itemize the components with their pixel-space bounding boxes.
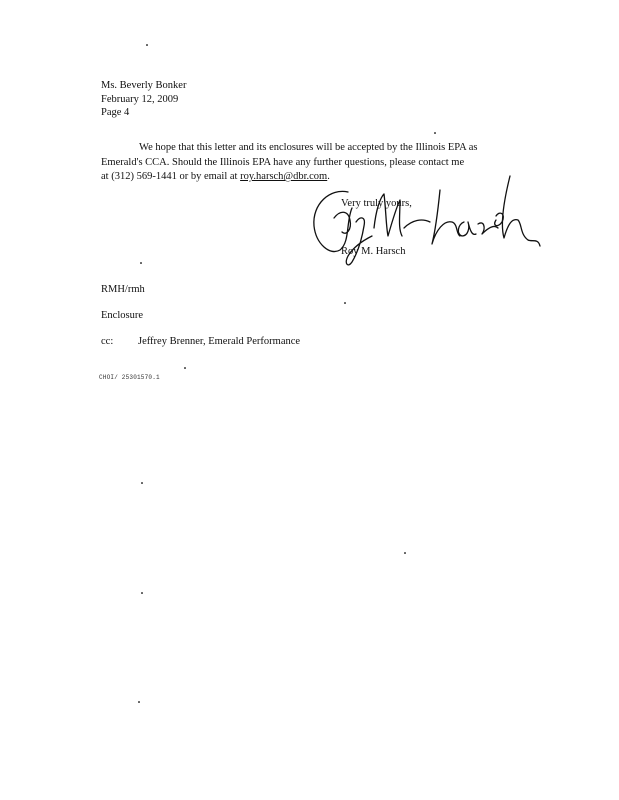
scan-speck (344, 302, 346, 304)
handwritten-signature (300, 170, 550, 270)
scan-speck (140, 262, 142, 264)
valediction: Very truly yours, (341, 198, 412, 209)
cc-recipient: Jeffrey Brenner, Emerald Performance (138, 336, 301, 347)
body-line-2: Emerald's CCA. Should the Illinois EPA have any further questions, please contact me (101, 156, 465, 168)
cc-label: cc: (101, 336, 114, 347)
scan-speck (404, 552, 406, 554)
scan-speck (138, 701, 140, 703)
scan-speck (434, 132, 436, 134)
enclosure-note: Enclosure (101, 310, 143, 321)
scan-speck (184, 367, 186, 369)
typist-initials: RMH/rmh (101, 284, 145, 295)
body-line-3-suffix: . (327, 171, 330, 182)
document-id: CHOI/ 25301570.1 (99, 374, 160, 381)
body-line-3-prefix: at (312) 569-1441 or by email at (101, 171, 241, 182)
email-link[interactable]: roy.harsch@dbr.com (240, 171, 328, 182)
signer-name: Roy M. Harsch (341, 246, 406, 257)
body-line-1: We hope that this letter and its enclosures will be accepted by the Illinois EPA as (139, 142, 478, 153)
letter-date: February 12, 2009 (101, 94, 179, 105)
page-number: Page 4 (101, 107, 130, 118)
scan-speck (146, 44, 148, 46)
scan-speck (141, 482, 143, 484)
recipient-name: Ms. Beverly Bonker (101, 80, 187, 91)
scan-speck (141, 592, 143, 594)
